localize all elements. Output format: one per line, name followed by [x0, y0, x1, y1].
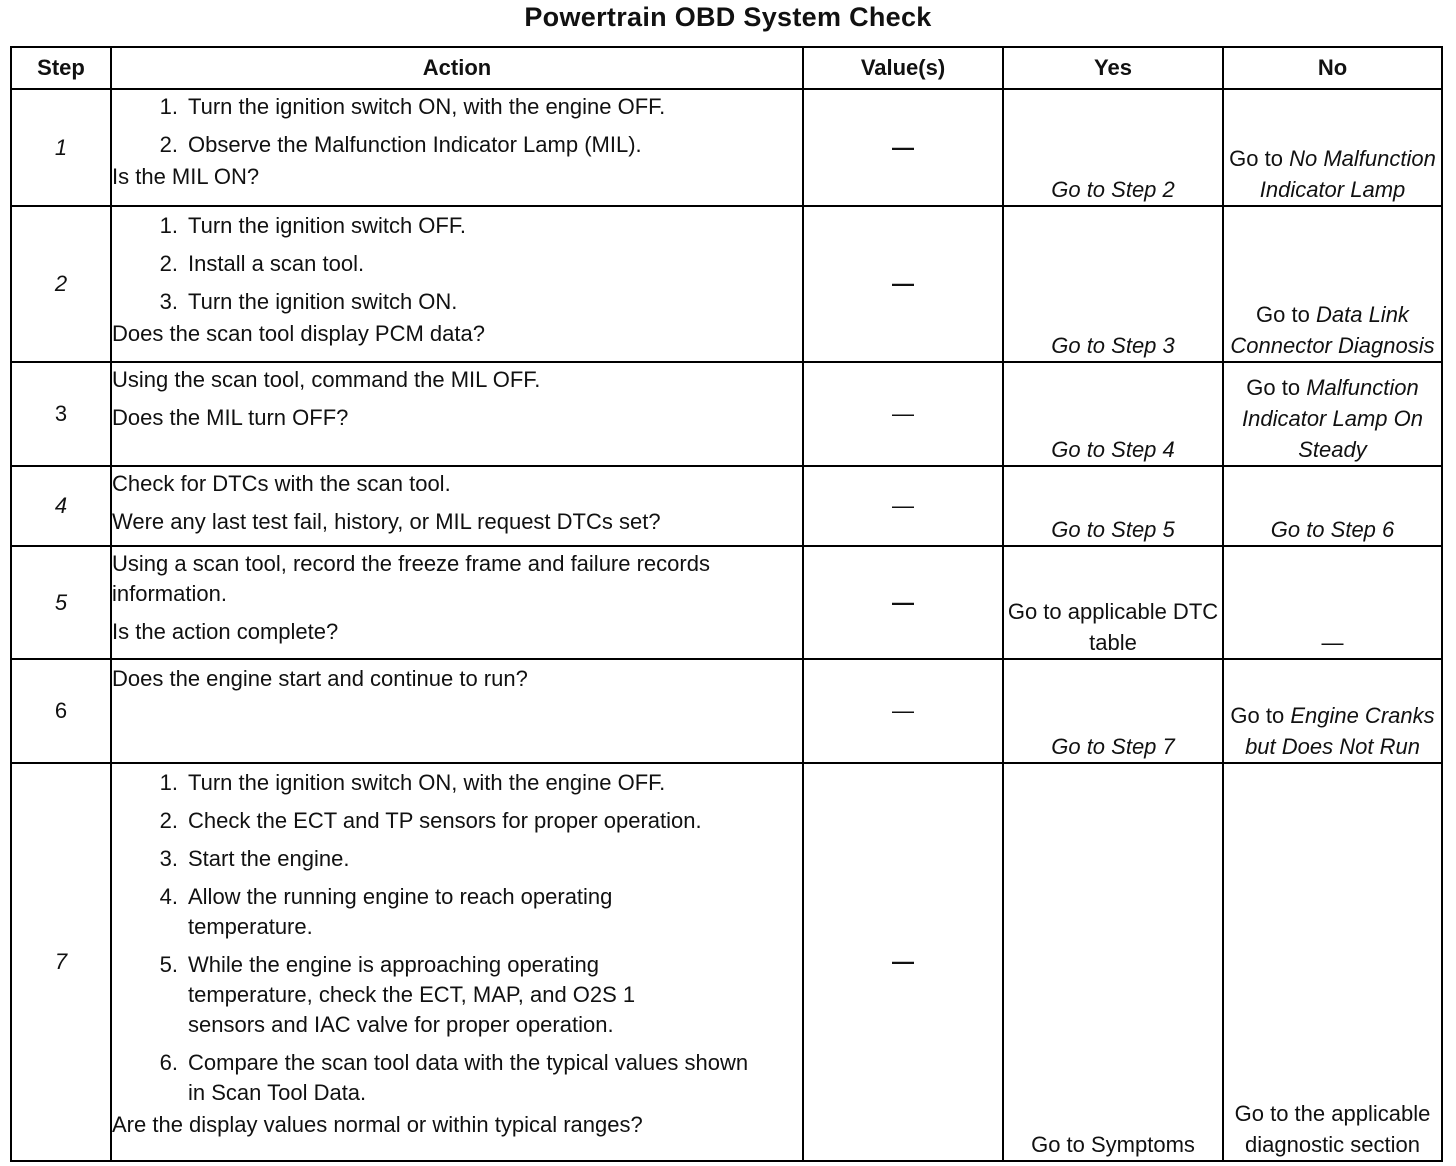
- action-cell: [111, 659, 803, 763]
- no-link[interactable]: Malfunction Indicator Lamp On Steady: [1242, 375, 1423, 462]
- action-question: Does the engine start and continue to run?: [112, 666, 528, 691]
- action-question: Is the MIL ON?: [112, 164, 260, 189]
- no-dash: —: [1321, 630, 1344, 655]
- yes-link[interactable]: Go to Step 5: [1051, 517, 1175, 542]
- no-link[interactable]: Go to Step 6: [1270, 517, 1395, 542]
- value-cell: —: [803, 466, 1003, 546]
- action-item: While the engine is approaching operating temperature, check the ECT, MAP, and O2S 1 sensors and IAC valve for proper operation.: [188, 952, 636, 1037]
- no-cell: [1223, 546, 1442, 659]
- yes-cell: [1003, 362, 1223, 466]
- table-row: [11, 763, 1442, 1161]
- list-number: 1.: [159, 770, 178, 795]
- step-number: 2: [11, 206, 111, 362]
- value-cell: —: [803, 546, 1003, 659]
- list-number: 6.: [159, 1050, 178, 1075]
- yes-link[interactable]: Go to Symptoms: [1031, 1132, 1195, 1157]
- action-item: Install a scan tool.: [188, 251, 365, 276]
- no-cell: [1223, 362, 1442, 466]
- list-number: 2.: [159, 251, 178, 276]
- action-question: Is the action complete?: [112, 619, 339, 644]
- table-row: [11, 206, 1442, 362]
- action-question: Does the MIL turn OFF?: [112, 405, 349, 430]
- yes-cell: [1003, 659, 1223, 763]
- table-row: [11, 546, 1442, 659]
- action-cell: [111, 546, 803, 659]
- action-item: Observe the Malfunction Indicator Lamp (MIL).: [188, 132, 642, 157]
- header-values: Value(s): [803, 47, 1003, 89]
- yes-link[interactable]: Go to Step 3: [1051, 333, 1175, 358]
- action-item: Turn the ignition switch ON.: [188, 289, 458, 314]
- action-item: Turn the ignition switch OFF.: [188, 213, 466, 238]
- yes-cell: [1003, 89, 1223, 206]
- action-question: Were any last test fail, history, or MIL request DTCs set?: [112, 509, 661, 534]
- header-yes: Yes: [1003, 47, 1223, 89]
- header-step: Step: [11, 47, 111, 89]
- yes-cell: [1003, 466, 1223, 546]
- no-prefix: Go to: [1256, 302, 1310, 327]
- list-number: 4.: [159, 884, 178, 909]
- action-item: Start the engine.: [188, 846, 350, 871]
- value-cell: —: [803, 763, 1003, 1161]
- no-link[interactable]: Data Link Connector Diagnosis: [1230, 302, 1435, 358]
- action-item: Turn the ignition switch ON, with the engine OFF.: [188, 770, 666, 795]
- value-cell: —: [803, 659, 1003, 763]
- action-cell: [111, 362, 803, 466]
- action-item: Compare the scan tool data with the typical values shown in Scan Tool Data.: [188, 1050, 749, 1105]
- action-text: Using the scan tool, command the MIL OFF.: [112, 367, 541, 392]
- no-cell: [1223, 206, 1442, 362]
- action-text: Using a scan tool, record the freeze frame and failure records information.: [112, 551, 710, 606]
- header-action: Action: [111, 47, 803, 89]
- list-number: 1.: [159, 213, 178, 238]
- no-link[interactable]: Go to the applicable diagnostic section: [1234, 1101, 1431, 1157]
- table-row: [11, 466, 1442, 546]
- yes-link[interactable]: Go to Step 2: [1051, 177, 1175, 202]
- list-number: 3.: [159, 846, 178, 871]
- table-row: [11, 659, 1442, 763]
- no-cell: [1223, 466, 1442, 546]
- no-link[interactable]: No Malfunction Indicator Lamp: [1259, 146, 1436, 202]
- step-number: 1: [11, 89, 111, 206]
- yes-cell: [1003, 763, 1223, 1161]
- yes-cell: [1003, 206, 1223, 362]
- action-item: Check the ECT and TP sensors for proper operation.: [188, 808, 702, 833]
- header-row: [11, 47, 1442, 89]
- no-cell: [1223, 763, 1442, 1161]
- action-question: Are the display values normal or within typical ranges?: [112, 1112, 643, 1137]
- no-link[interactable]: Engine Cranks but Does Not Run: [1245, 703, 1435, 759]
- step-number: 3: [11, 362, 111, 466]
- yes-link[interactable]: Go to Step 7: [1051, 734, 1175, 759]
- action-item: Allow the running engine to reach operating temperature.: [188, 884, 613, 939]
- yes-link[interactable]: Go to Step 4: [1051, 437, 1175, 462]
- value-cell: —: [803, 89, 1003, 206]
- action-item: Turn the ignition switch ON, with the engine OFF.: [188, 94, 666, 119]
- page-title: Powertrain OBD System Check: [524, 2, 932, 32]
- step-number: 7: [11, 763, 111, 1161]
- step-number: 5: [11, 546, 111, 659]
- no-cell: [1223, 89, 1442, 206]
- step-number: 4: [11, 466, 111, 546]
- action-question: Does the scan tool display PCM data?: [112, 321, 485, 346]
- no-cell: [1223, 659, 1442, 763]
- header-no: No: [1223, 47, 1442, 89]
- action-cell: [111, 89, 803, 206]
- yes-link[interactable]: Go to applicable DTC table: [1007, 599, 1219, 655]
- table-row: [11, 89, 1442, 206]
- no-prefix: Go to: [1230, 703, 1285, 728]
- no-prefix: Go to: [1229, 146, 1283, 171]
- action-cell: [111, 763, 803, 1161]
- list-number: 2.: [159, 808, 178, 833]
- list-number: 1.: [159, 94, 178, 119]
- action-cell: [111, 466, 803, 546]
- obd-check-table: [10, 46, 1443, 1162]
- list-number: 3.: [159, 289, 178, 314]
- value-cell: —: [803, 362, 1003, 466]
- action-cell: [111, 206, 803, 362]
- value-cell: —: [803, 206, 1003, 362]
- step-number: 6: [11, 659, 111, 763]
- yes-cell: [1003, 546, 1223, 659]
- list-number: 5.: [159, 952, 178, 977]
- no-prefix: Go to: [1246, 375, 1301, 400]
- action-text: Check for DTCs with the scan tool.: [112, 471, 451, 496]
- table-row: [11, 362, 1442, 466]
- list-number: 2.: [159, 132, 178, 157]
